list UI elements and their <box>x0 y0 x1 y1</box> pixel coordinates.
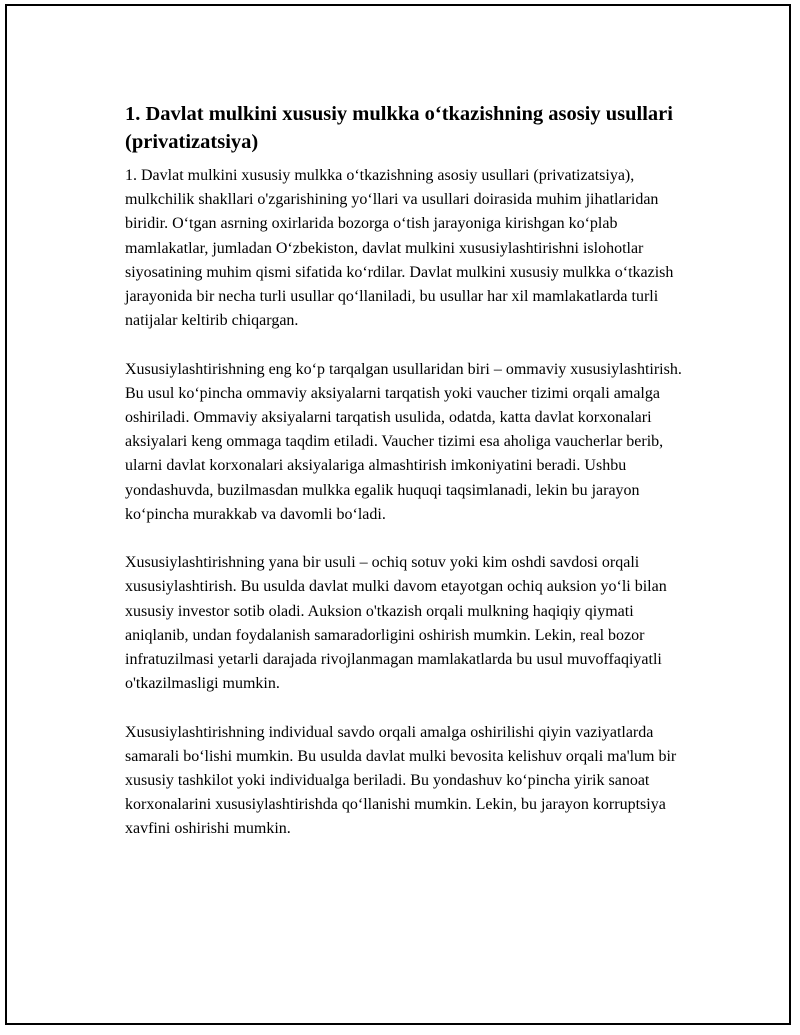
document-title: 1. Davlat mulkini xususiy mulkka o‘tkazishning asosiy usullari (privatizatsiya) <box>125 103 673 153</box>
paragraph-1: 1. Davlat mulkini xususiy mulkka o‘tkazishning asosiy usullari (privatizatsiya), mulkchilik shakllari o'zgarishining yo‘llari va usullari doirasida muhim jihatlaridan biridir. O‘tgan asrning oxirlarida bozorga o‘tish jarayoniga kirishgan ko‘plab mamlakatlar, jumladan O‘zbekiston, davlat mulkini xususiylashtirishni islohotlar siyosatining muhim qismi sifatida ko‘rdilar. Davlat mulkini xususiy mulkka o‘tkazish jarayonida bir necha turli usullar qo‘llaniladi, bu usullar har xil mamlakatlarda turli natijalar keltirib chiqargan. <box>125 167 674 330</box>
paragraph-3: Xususiylashtirishning yana bir usuli – ochiq sotuv yoki kim oshdi savdosi orqali xususiylashtirish. Bu usulda davlat mulki davom etayotgan ochiq auksion yo‘li bilan xususiy investor sotib oladi. Auksion o'tkazish orqali mulkning haqiqiy qiymati aniqlanib, undan foydalanish samaradorligini oshirish mumkin. Lekin, real bozor infratuzilmasi yetarli darajada rivojlanmagan mamlakatlarda bu usul muvoffaqiyatli o'tkazilmasligi mumkin. <box>125 554 667 693</box>
paragraph-2: Xususiylashtirishning eng ko‘p tarqalgan usullaridan biri – ommaviy xususiylashtirish. Bu usul ko‘pincha ommaviy aksiyalarni tarqatish yoki vaucher tizimi orqali amalga oshiriladi. Ommaviy aksiyalarni tarqatish usulida, odatda, katta davlat korxonalari aksiyalari keng ommaga taqdim etiladi. Vaucher tizimi esa aholiga vaucherlar berib, ularni davlat korxonalari aksiyalariga almashtirish imkoniyatini beradi. Ushbu yondashuvda, buzilmasdan mulkka egalik huquqi taqsimlanadi, lekin bu jarayon ko‘pincha murakkab va davomli bo‘ladi. <box>125 360 682 523</box>
paragraph-4: Xususiylashtirishning individual savdo orqali amalga oshirilishi qiyin vaziyatlarda samarali bo‘lishi mumkin. Bu usulda davlat mulki bevosita kelishuv orqali ma'lum bir xususiy tashkilot yoki individualga beriladi. Bu yondashuv ko‘pincha yirik sanoat korxonalarini xususiylashtirishda qo‘llanishi mumkin. Lekin, bu jarayon korruptsiya xavfini oshirishi mumkin. <box>125 723 677 838</box>
page-frame <box>5 4 791 1025</box>
document-body <box>125 100 700 866</box>
